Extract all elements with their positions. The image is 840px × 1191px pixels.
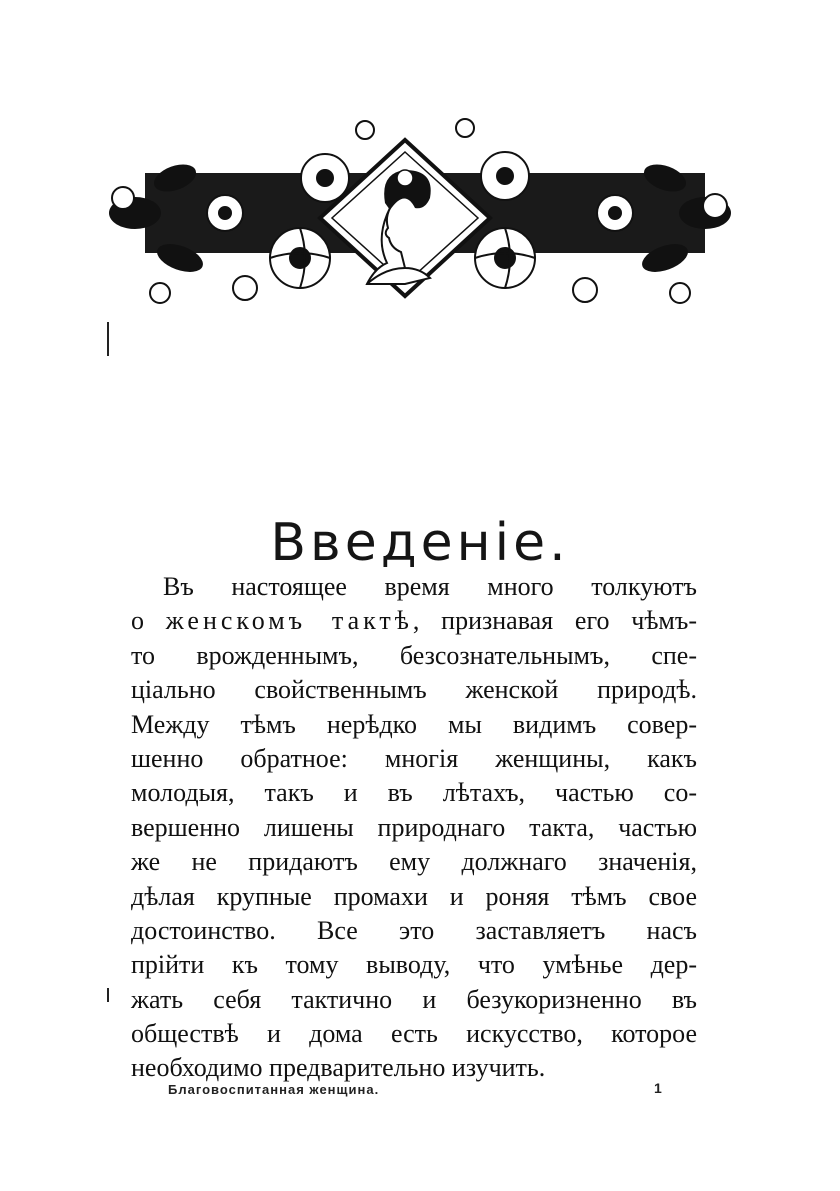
emphasized-term: женскомъ тактѣ — [165, 606, 413, 636]
text-line: обществѣ и дома есть искусство, которое — [131, 1019, 697, 1049]
text-line: дѣлая крупные промахи и роняя тѣмъ свое — [131, 881, 697, 911]
text-line: Между тѣмъ нерѣдко мы видимъ совер- — [131, 709, 697, 739]
text-line: молодыя, такъ и въ лѣтахъ, частью со- — [131, 778, 697, 808]
text-line: вершенно лишены природнаго такта, частью — [131, 812, 697, 842]
text-line: же не придаютъ ему должнаго значенiя, — [131, 847, 697, 877]
text-line: Въ настоящее время много толкуютъ — [163, 572, 697, 601]
text-line: прiйти къ тому выводу, что умѣнье дер- — [131, 950, 697, 980]
chapter-title: Введенiе. — [270, 512, 570, 573]
text-line: цiально свойственнымъ женской природѣ. — [131, 675, 697, 705]
text-line: то врожденнымъ, безсознательнымъ, спе- — [131, 640, 697, 670]
page-number: 1 — [654, 1080, 662, 1096]
text-line: жать себя тактично и безукоризненно въ — [131, 984, 697, 1014]
text-line: шенно обратное: многiя женщины, какъ — [131, 743, 697, 773]
text-line: достоинство. Все это заставляетъ насъ — [131, 915, 697, 945]
margin-mark — [107, 988, 109, 1002]
floral-portrait-ornament — [105, 118, 735, 308]
introduction-paragraph — [131, 570, 697, 1086]
footer-signature: Благовоспитанная женщина. — [168, 1082, 380, 1097]
text-line: о женскомъ тактѣ, признавая его чѣмъ- — [131, 606, 697, 636]
margin-mark — [107, 322, 109, 356]
text-line: необходимо предварительно изучить. — [131, 1053, 546, 1083]
